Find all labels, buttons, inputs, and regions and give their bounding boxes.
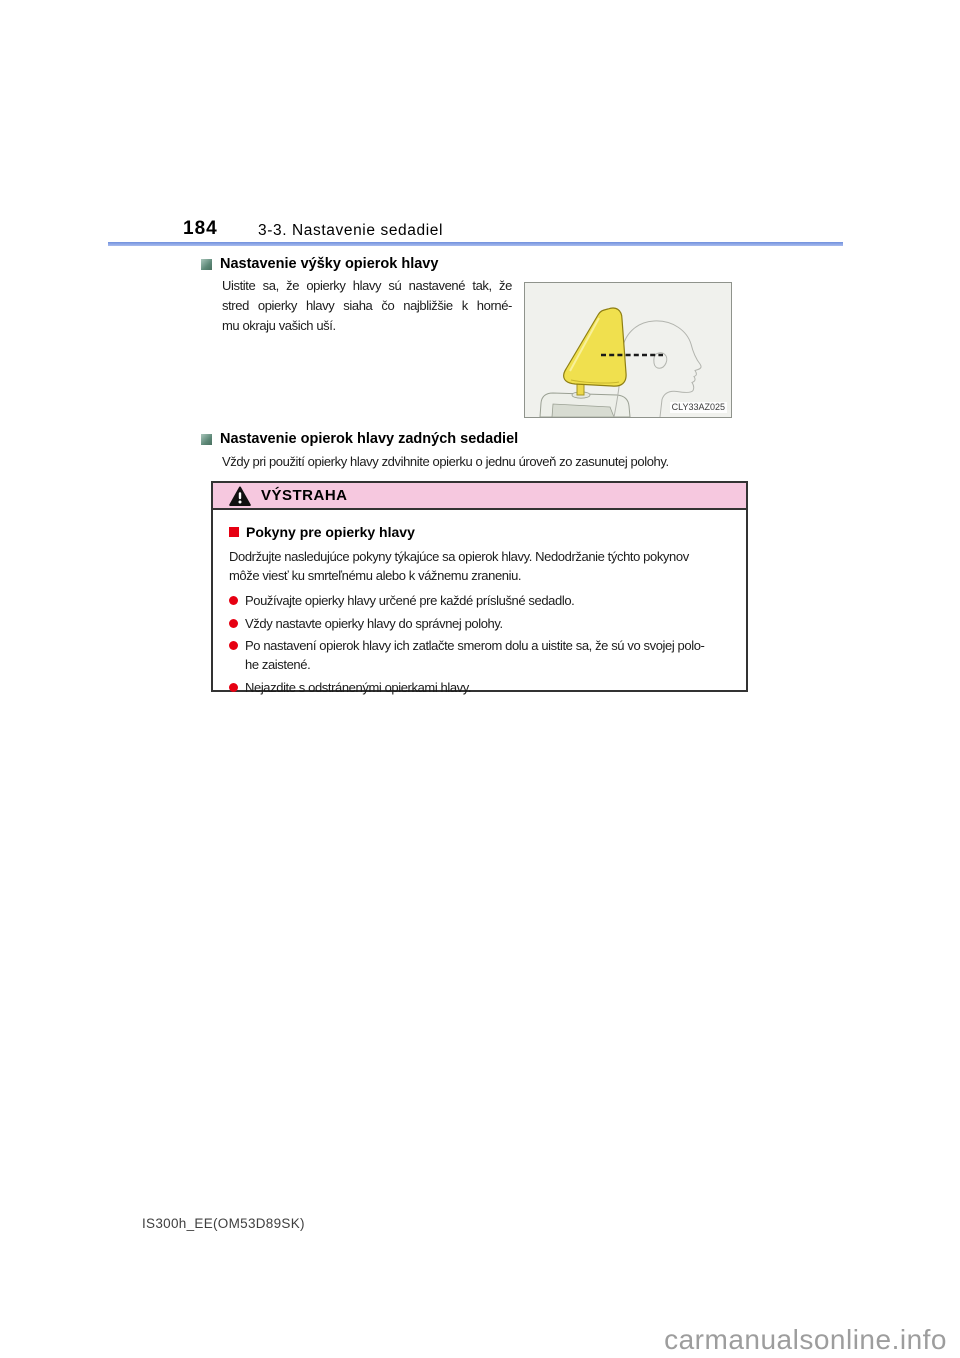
warning-bullet-item <box>229 614 737 633</box>
section-heading-label: Nastavenie opierok hlavy zadných sedadiel <box>220 431 519 447</box>
warning-bullet-item <box>229 678 737 697</box>
warning-bullet-item <box>229 636 737 674</box>
headrest-illustration-drawing <box>525 283 731 417</box>
headrest-stem <box>577 384 584 395</box>
section-heading-rear-headrests <box>201 431 518 447</box>
warning-bullet-line: Vždy nastavte opierky hlavy do správnej polohy. <box>245 615 503 631</box>
chapter-title: 3-3. Nastavenie sedadiel <box>258 222 444 239</box>
red-dot-bullet-icon <box>229 619 238 628</box>
warning-box <box>211 481 748 695</box>
body-line: stred opierky hlavy siaha čo najbližšie k horné- <box>222 298 512 313</box>
warning-title: VÝSTRAHA <box>261 487 348 504</box>
body-line: mu okraju vašich uší. <box>222 318 336 333</box>
body-line: Uistite sa, že opierky hlavy sú nastavené tak, že <box>222 278 512 293</box>
warning-intro <box>229 547 737 585</box>
section-body-headrest-height <box>222 276 512 336</box>
warning-bullet-line: Nejazdite s odstránenými opierkami hlavy. <box>245 679 472 695</box>
section-heading-headrest-height <box>201 256 438 272</box>
warning-subtitle-label: Pokyny pre opierky hlavy <box>246 524 415 540</box>
red-dot-bullet-icon <box>229 596 238 605</box>
warning-header <box>213 483 746 510</box>
section-heading-label: Nastavenie výšky opierok hlavy <box>220 256 439 272</box>
headrest-illustration <box>524 282 732 418</box>
warning-intro-line: môže viesť ku smrteľnému alebo k vážnemu zraneniu. <box>229 568 522 583</box>
warning-subtitle <box>229 524 737 540</box>
watermark-text: carmanualsonline.info <box>664 1324 947 1355</box>
page-number: 184 <box>183 218 218 239</box>
square-bullet-icon <box>201 259 212 270</box>
section-body-rear-headrests: Vždy pri použití opierky hlavy zdvihnite opierku o jednu úroveň zo zasunutej polohy. <box>222 454 669 469</box>
warning-content <box>229 524 737 700</box>
headrest-cushion <box>564 308 626 386</box>
footer-document-code: IS300h_EE(OM53D89SK) <box>142 1216 305 1231</box>
warning-intro-line: Dodržujte nasledujúce pokyny týkajúce sa opierok hlavy. Nedodržanie týchto pokynov <box>229 549 689 564</box>
warning-bullet-line: Používajte opierky hlavy určené pre každé príslušné sedadlo. <box>245 593 575 608</box>
red-dot-bullet-icon <box>229 683 238 692</box>
warning-bullet-line: he zaistené. <box>245 657 311 672</box>
header-rule-line <box>108 242 843 246</box>
warning-bullet-item <box>229 591 737 610</box>
square-bullet-icon <box>201 434 212 445</box>
warning-bullet-line: Po nastavení opierok hlavy ich zatlačte smerom dolu a uistite sa, že sú vo svojej polo- <box>245 638 705 653</box>
figure-code-label: CLY33AZ025 <box>671 402 725 412</box>
red-dot-bullet-icon <box>229 641 238 650</box>
warning-triangle-icon <box>229 486 251 506</box>
red-square-bullet-icon <box>229 527 239 537</box>
